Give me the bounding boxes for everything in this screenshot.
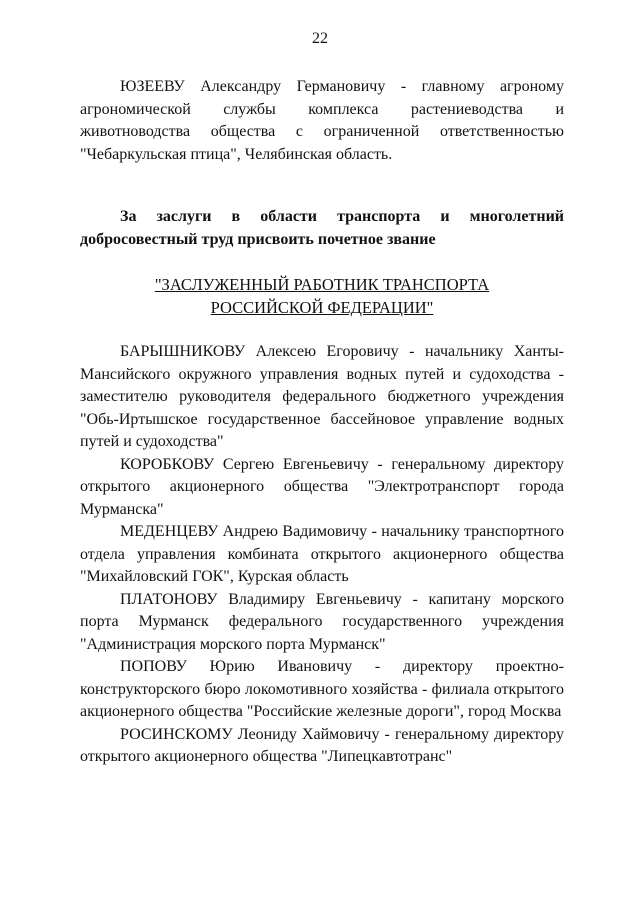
recipient-name: МЕДЕНЦЕВУ Андрею Вадимовичу (120, 523, 368, 540)
recipient-position: - директору проектно-конструкторского бюро локомотивного хозяйства - филиала открытого акционерного общества "Российские железные дороги", город Москва (80, 658, 564, 720)
award-entry (80, 724, 564, 769)
document-body (80, 76, 564, 769)
page-number: 22 (312, 30, 328, 47)
decree-statement: За заслуги в области транспорта и многолетний добросовестный труд присвоить почетное звание (80, 208, 564, 248)
honorary-title-line-1: "ЗАСЛУЖЕННЫЙ РАБОТНИК ТРАНСПОРТА (154, 275, 490, 294)
recipient-name: КОРОБКОВУ Сергею Евгеньевичу (120, 455, 369, 473)
recipient-position: - генеральному директору открытого акционерного общества "Электротранспорт города Мурманска" (80, 455, 564, 518)
recipient-name: ПОПОВУ Юрию Ивановичу (120, 658, 353, 675)
award-entry (80, 341, 564, 454)
recipient-name: ПЛАТОНОВУ Владимиру Евгеньевичу (120, 590, 402, 608)
recipient-position: - капитану морского порта Мурманск федерального государственного учреждения "Администрация морского порта Мурманск" (80, 590, 564, 653)
recipient-position: - начальнику Ханты-Мансийского окружного управления водных путей и судоходства - заместителю руководителя федерального бюджетного учреждения "Обь-Иртышское государственное бассейновое управление водных путей и судоходства" (80, 343, 564, 450)
recipient-position: - начальнику транспортного отдела управления комбината открытого акционерного общества "Михайловский ГОК", Курская область (80, 523, 564, 585)
award-entry (80, 521, 564, 589)
recipient-name: РОСИНСКОМУ Леониду Хаймовичу (120, 725, 380, 743)
award-entry (80, 454, 564, 522)
award-entry (80, 656, 564, 724)
award-entry (80, 589, 564, 657)
recipient-position: - генеральному директору открытого акционерного общества "Липецкавтотранс" (80, 725, 565, 765)
honorary-title-line-2: РОССИЙСКОЙ ФЕДЕРАЦИИ" (210, 298, 434, 317)
recipient-position: - главному агроному агрономической службы комплекса растениеводства и животноводства общества с ограниченной ответственностью "Чебаркульская птица", Челябинская область. (80, 78, 564, 163)
award-entry-intro (80, 76, 564, 166)
recipient-name: БАРЫШНИКОВУ Алексею Егоровичу (120, 343, 399, 360)
honorary-title (80, 273, 564, 319)
recipient-name: ЮЗЕЕВУ Александру Германовичу (120, 78, 386, 95)
